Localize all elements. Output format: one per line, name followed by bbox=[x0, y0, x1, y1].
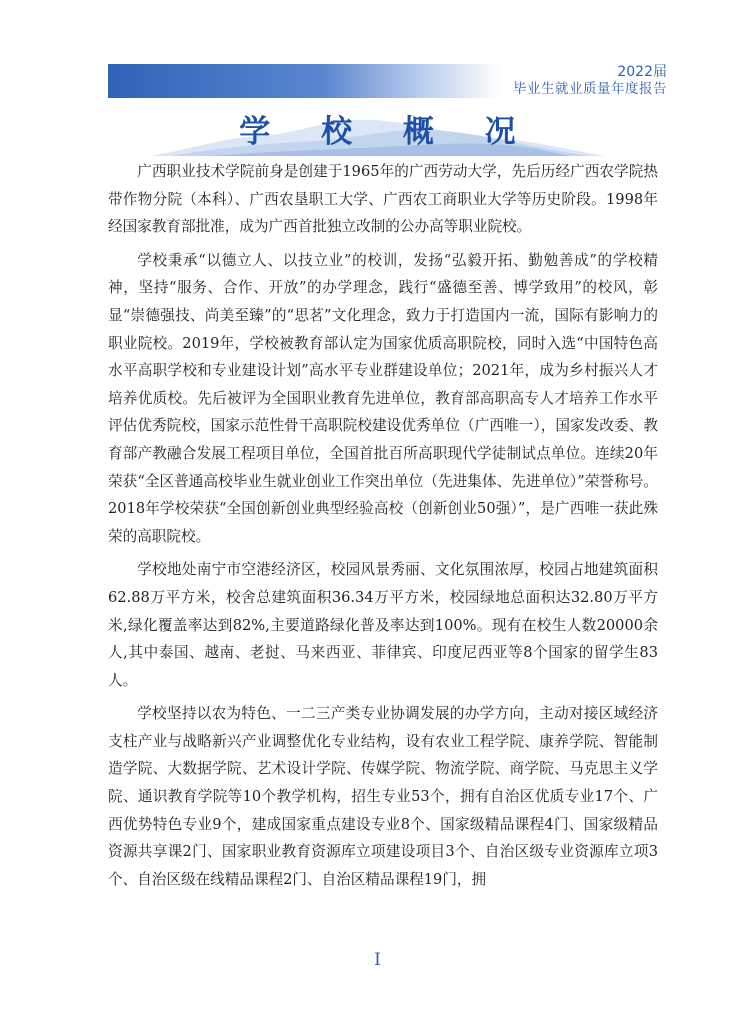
header-band bbox=[108, 64, 500, 98]
paragraph-programs: 学校坚持以农为特色、一二三产类专业协调发展的办学方向，主动对接区域经济支柱产业与战略新兴产业调整优化专业结构，设有农业工程学院、康养学院、智能制造学院、大数据学院、艺术设计学院、传媒学院、物流学院、商学院、马克思主义学院、通识教育学院等10个教学机构，招生专业53个，拥有自治区优质专业17个、广西优势特色专业9个，建成国家重点建设专业8个、国家级精品课程4门、国家级精品资源共享课2门、国家职业教育资源库立项建设项目3个、自治区级专业资源库立项3个、自治区级在线精品课程2门、自治区精品课程19门，拥 bbox=[108, 705, 658, 888]
page-title: 学 校 概 况 bbox=[239, 114, 536, 150]
report-header bbox=[513, 64, 667, 98]
paragraph-philosophy: 学校秉承“以德立人、以技立业”的校训，发扬“弘毅开拓、勤勉善成”的学校精神，坚持“服务、合作、开放”的办学理念，践行“盛德至善、博学致用”的校风，彰显“崇德强技、尚美至臻”的“思茗”文化理念，致力于打造国内一流，国际有影响力的职业院校。2019年，学校被教育部认定为国家优质高职院校，同时入选“中国特色高水平高职学校和专业建设计划”高水平专业群建设单位；2021年，成为乡村振兴人才培养优质校。先后被评为全国职业教育先进单位，教育部高职高专人才培养工作水平评估优秀院校，国家示范性骨干高职院校建设优秀单位（广西唯一），国家发改委、教育部产教融合发展工程项目单位，全国首批百所高职现代学徒制试点单位。连续20年荣获“全区普通高校毕业生就业创业工作突出单位（先进集体、先进单位）”荣誉称号。2018年学校荣获“全国创新创业典型经验高校（创新创业50强）”，是广西唯一获此殊荣的高职院校。 bbox=[108, 251, 658, 545]
body-text bbox=[108, 158, 658, 899]
paragraph-campus: 学校地处南宁市空港经济区，校园风景秀丽、文化氛围浓厚，校园占地建筑面积62.88万平方米，校舍总建筑面积36.34万平方米，校园绿地总面积达32.80万平方米,绿化覆盖率达到82%,主要道路绿化普及率达到100%。现有在校生人数20000余人,其中泰国、越南、老挝、马来西亚、菲律宾、印度尼西亚等8个国家的留学生83人。 bbox=[108, 561, 658, 689]
report-title: 毕业生就业质量年度报告 bbox=[513, 81, 667, 97]
report-year: 2022届 bbox=[617, 64, 667, 80]
paragraph-history: 广西职业技术学院前身是创建于1965年的广西劳动大学，先后历经广西农学院热带作物分院（本科）、广西农垦职工大学、广西农工商职业大学等历史阶段。1998年经国家教育部批准，成为广西首批独立改制的公办高等职业院校。 bbox=[108, 163, 658, 236]
page-number: I bbox=[374, 950, 381, 970]
